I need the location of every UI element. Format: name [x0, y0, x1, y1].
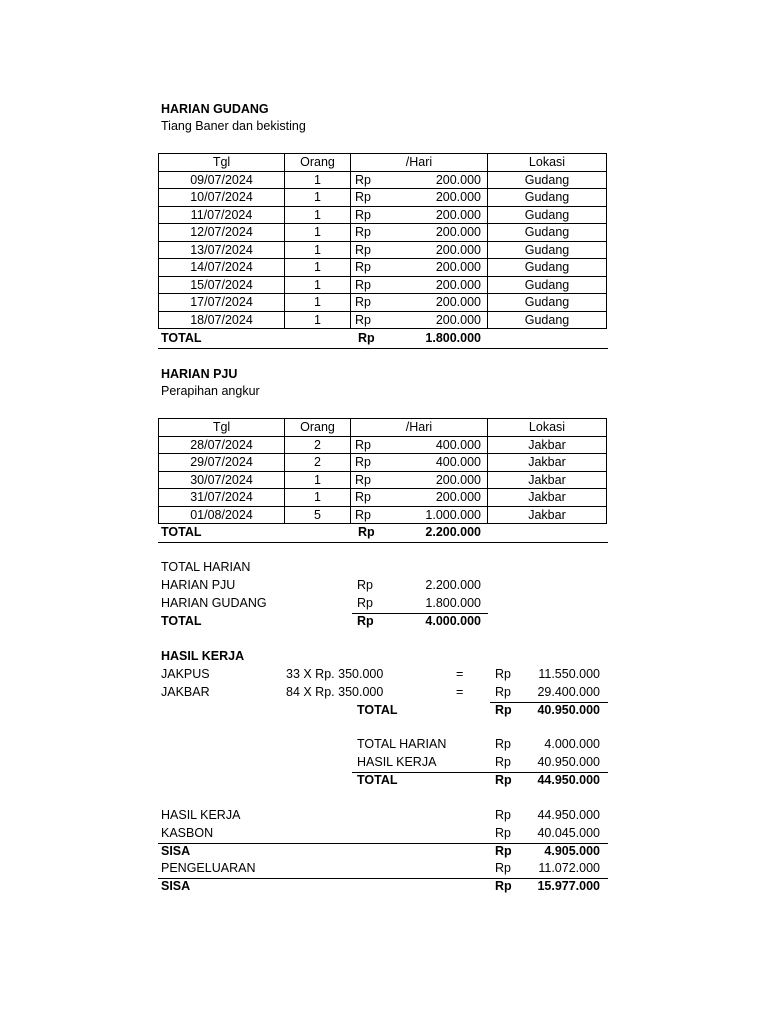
grand-total-label: TOTAL — [357, 773, 398, 787]
cell-rp: Rp — [351, 276, 399, 294]
table-row — [159, 171, 607, 189]
table-row — [159, 224, 607, 242]
table-row — [159, 311, 607, 329]
total-harian-pju-rp: Rp — [357, 578, 373, 592]
cell-lokasi: Gudang — [488, 206, 607, 224]
pju-title: HARIAN PJU — [161, 367, 238, 381]
cell-orang: 1 — [285, 276, 351, 294]
divider — [158, 348, 608, 349]
cell-orang: 1 — [285, 171, 351, 189]
cell-tgl: 18/07/2024 — [159, 311, 285, 329]
header-orang: Orang — [285, 154, 351, 172]
header-hari: /Hari — [351, 154, 488, 172]
grand-harian-label: TOTAL HARIAN — [357, 737, 447, 751]
header-lokasi: Lokasi — [488, 419, 607, 437]
gudang-title: HARIAN GUDANG — [161, 102, 269, 116]
cell-amount: 1.000.000 — [399, 506, 488, 524]
cell-rp: Rp — [351, 259, 399, 277]
cell-amount: 400.000 — [399, 436, 488, 454]
divider — [158, 542, 608, 543]
summary-hasil-rp: Rp — [495, 808, 511, 822]
cell-amount: 200.000 — [399, 311, 488, 329]
cell-lokasi: Jakbar — [488, 489, 607, 507]
cell-amount: 200.000 — [399, 294, 488, 312]
cell-tgl: 01/08/2024 — [159, 506, 285, 524]
pju-table — [158, 418, 607, 524]
summary-kasbon-rp: Rp — [495, 826, 511, 840]
grand-hasil-label: HASIL KERJA — [357, 755, 437, 769]
summary-sisa1-label: SISA — [161, 844, 191, 858]
summary-sisa2-label: SISA — [161, 879, 191, 893]
total-harian-pju-label: HARIAN PJU — [161, 578, 236, 592]
table-row — [159, 206, 607, 224]
table-row — [159, 471, 607, 489]
header-hari: /Hari — [351, 419, 488, 437]
hasil-jakpus-amount: 11.550.000 — [538, 667, 600, 681]
grand-harian-amount: 4.000.000 — [544, 737, 600, 751]
cell-lokasi: Gudang — [488, 294, 607, 312]
cell-rp: Rp — [351, 206, 399, 224]
header-lokasi: Lokasi — [488, 154, 607, 172]
cell-lokasi: Gudang — [488, 241, 607, 259]
table-row — [159, 189, 607, 207]
cell-tgl: 29/07/2024 — [159, 454, 285, 472]
hasil-total-rp: Rp — [495, 703, 512, 717]
cell-lokasi: Jakbar — [488, 454, 607, 472]
hasil-jakbar-eq: = — [456, 685, 464, 699]
cell-lokasi: Jakbar — [488, 471, 607, 489]
cell-orang: 1 — [285, 206, 351, 224]
summary-hasil-label: HASIL KERJA — [161, 808, 241, 822]
gudang-table-header — [159, 154, 607, 172]
summary-pengeluaran-rp: Rp — [495, 861, 511, 875]
hasil-jakpus-eq: = — [456, 667, 464, 681]
gudang-total-label: TOTAL — [161, 331, 202, 345]
total-harian-gudang-label: HARIAN GUDANG — [161, 596, 267, 610]
hasil-jakpus-rp: Rp — [495, 667, 511, 681]
cell-lokasi: Jakbar — [488, 436, 607, 454]
hasil-jakbar-calc: 84 X Rp. 350.000 — [286, 685, 384, 699]
cell-tgl: 13/07/2024 — [159, 241, 285, 259]
table-row — [159, 241, 607, 259]
cell-tgl: 31/07/2024 — [159, 489, 285, 507]
cell-rp: Rp — [351, 224, 399, 242]
cell-tgl: 15/07/2024 — [159, 276, 285, 294]
cell-amount: 200.000 — [399, 471, 488, 489]
cell-rp: Rp — [351, 471, 399, 489]
total-harian-gudang-rp: Rp — [357, 596, 373, 610]
summary-kasbon-amount: 40.045.000 — [537, 826, 600, 840]
total-harian-total-amount: 4.000.000 — [425, 614, 481, 628]
hasil-jakbar-label: JAKBAR — [161, 685, 210, 699]
hasil-jakbar-amount: 29.400.000 — [537, 685, 600, 699]
table-row — [159, 454, 607, 472]
gudang-total-rp: Rp — [358, 331, 375, 345]
cell-amount: 200.000 — [399, 489, 488, 507]
summary-pengeluaran-amount: 11.072.000 — [538, 861, 600, 875]
cell-rp: Rp — [351, 171, 399, 189]
gudang-table — [158, 153, 607, 329]
summary-sisa2-rp: Rp — [495, 879, 512, 893]
summary-pengeluaran-label: PENGELUARAN — [161, 861, 256, 875]
cell-rp: Rp — [351, 506, 399, 524]
cell-lokasi: Jakbar — [488, 506, 607, 524]
pju-total-amount: 2.200.000 — [425, 525, 481, 539]
total-harian-pju-amount: 2.200.000 — [425, 578, 481, 592]
cell-orang: 1 — [285, 489, 351, 507]
cell-orang: 1 — [285, 471, 351, 489]
cell-lokasi: Gudang — [488, 189, 607, 207]
cell-lokasi: Gudang — [488, 259, 607, 277]
cell-tgl: 30/07/2024 — [159, 471, 285, 489]
total-harian-gudang-amount: 1.800.000 — [425, 596, 481, 610]
grand-total-amount: 44.950.000 — [537, 773, 600, 787]
summary-hasil-amount: 44.950.000 — [537, 808, 600, 822]
cell-lokasi: Gudang — [488, 224, 607, 242]
cell-rp: Rp — [351, 241, 399, 259]
cell-tgl: 12/07/2024 — [159, 224, 285, 242]
cell-tgl: 28/07/2024 — [159, 436, 285, 454]
pju-table-header — [159, 419, 607, 437]
table-row — [159, 276, 607, 294]
summary-sisa1-amount: 4.905.000 — [544, 844, 600, 858]
cell-tgl: 11/07/2024 — [159, 206, 285, 224]
cell-orang: 5 — [285, 506, 351, 524]
cell-orang: 1 — [285, 259, 351, 277]
hasil-total-amount: 40.950.000 — [537, 703, 600, 717]
cell-rp: Rp — [351, 489, 399, 507]
cell-rp: Rp — [351, 311, 399, 329]
cell-amount: 200.000 — [399, 241, 488, 259]
grand-hasil-amount: 40.950.000 — [537, 755, 600, 769]
cell-rp: Rp — [351, 454, 399, 472]
header-tgl: Tgl — [159, 154, 285, 172]
grand-total-rp: Rp — [495, 773, 512, 787]
header-orang: Orang — [285, 419, 351, 437]
table-row — [159, 436, 607, 454]
pju-subtitle: Perapihan angkur — [161, 384, 260, 398]
cell-amount: 400.000 — [399, 454, 488, 472]
gudang-subtitle: Tiang Baner dan bekisting — [161, 119, 306, 133]
total-harian-title: TOTAL HARIAN — [161, 560, 251, 574]
cell-amount: 200.000 — [399, 189, 488, 207]
cell-tgl: 14/07/2024 — [159, 259, 285, 277]
cell-amount: 200.000 — [399, 171, 488, 189]
cell-tgl: 09/07/2024 — [159, 171, 285, 189]
table-row — [159, 259, 607, 277]
cell-amount: 200.000 — [399, 206, 488, 224]
cell-orang: 1 — [285, 294, 351, 312]
cell-tgl: 17/07/2024 — [159, 294, 285, 312]
summary-sisa2-amount: 15.977.000 — [537, 879, 600, 893]
summary-sisa1-rp: Rp — [495, 844, 512, 858]
cell-orang: 1 — [285, 311, 351, 329]
pju-total-label: TOTAL — [161, 525, 202, 539]
grand-harian-rp: Rp — [495, 737, 511, 751]
cell-orang: 1 — [285, 189, 351, 207]
hasil-jakpus-label: JAKPUS — [161, 667, 210, 681]
cell-lokasi: Gudang — [488, 311, 607, 329]
cell-rp: Rp — [351, 436, 399, 454]
table-row — [159, 294, 607, 312]
cell-rp: Rp — [351, 189, 399, 207]
cell-lokasi: Gudang — [488, 276, 607, 294]
header-tgl: Tgl — [159, 419, 285, 437]
cell-amount: 200.000 — [399, 224, 488, 242]
cell-tgl: 10/07/2024 — [159, 189, 285, 207]
summary-kasbon-label: KASBON — [161, 826, 214, 840]
cell-orang: 2 — [285, 454, 351, 472]
cell-orang: 1 — [285, 224, 351, 242]
pju-total-rp: Rp — [358, 525, 375, 539]
cell-orang: 1 — [285, 241, 351, 259]
cell-amount: 200.000 — [399, 259, 488, 277]
cell-amount: 200.000 — [399, 276, 488, 294]
hasil-total-label: TOTAL — [357, 703, 398, 717]
cell-orang: 2 — [285, 436, 351, 454]
total-harian-total-rp: Rp — [357, 614, 374, 628]
gudang-total-amount: 1.800.000 — [425, 331, 481, 345]
cell-lokasi: Gudang — [488, 171, 607, 189]
table-row — [159, 489, 607, 507]
cell-rp: Rp — [351, 294, 399, 312]
hasil-jakpus-calc: 33 X Rp. 350.000 — [286, 667, 384, 681]
total-harian-total-label: TOTAL — [161, 614, 202, 628]
grand-hasil-rp: Rp — [495, 755, 511, 769]
hasil-jakbar-rp: Rp — [495, 685, 511, 699]
table-row — [159, 506, 607, 524]
hasil-kerja-title: HASIL KERJA — [161, 649, 245, 663]
